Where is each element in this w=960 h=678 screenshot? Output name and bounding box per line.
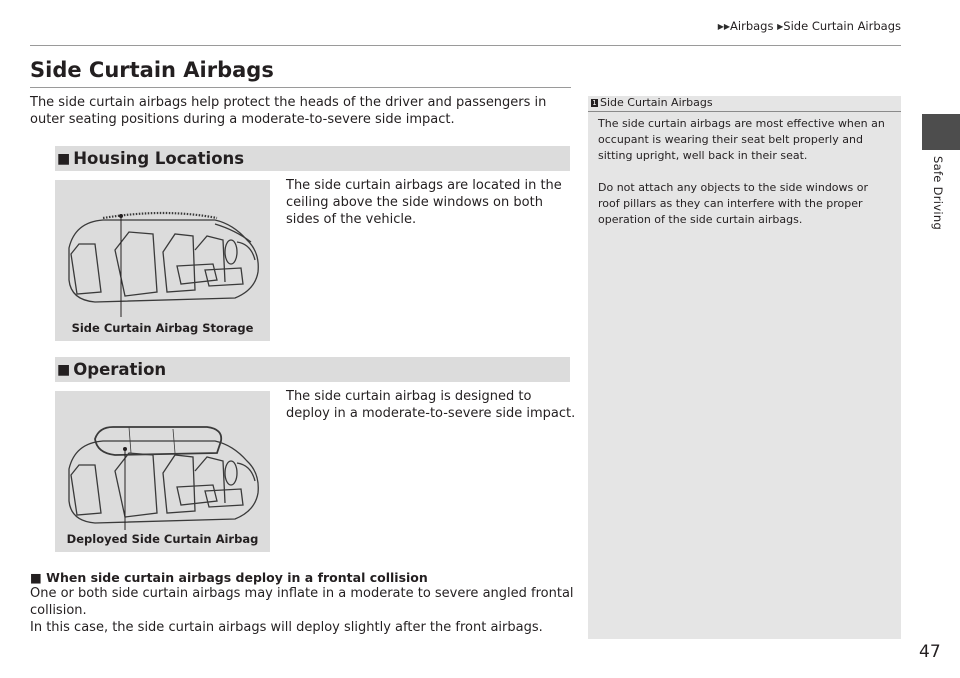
intro-paragraph: The side curtain airbags help protect the heads of the driver and passengers in outer seating positions during a moderate-to-severe side impact. — [30, 95, 547, 127]
deployed-airbag-illustration — [55, 391, 270, 552]
section-heading-operation-label: Operation — [73, 360, 167, 379]
side-note-panel — [588, 96, 901, 639]
square-bullet-icon: ■ — [57, 151, 71, 167]
frontal-subheading — [30, 570, 428, 585]
section-heading-housing — [55, 146, 570, 171]
chapter-tab — [922, 114, 960, 150]
frontal-paragraph-1: One or both side curtain airbags may inflate in a moderate to severe angled frontal collision. — [30, 586, 574, 618]
double-arrow-icon: ▶▶ — [717, 22, 731, 31]
operation-description: The side curtain airbag is designed to deploy in a moderate-to-severe side impact. — [286, 389, 576, 421]
chapter-label: Safe Driving — [931, 156, 945, 231]
note-divider — [588, 111, 901, 112]
section-heading-housing-label: Housing Locations — [73, 149, 245, 168]
vehicle-interior-illustration — [55, 180, 270, 341]
breadcrumb — [718, 19, 901, 33]
title-divider — [30, 87, 571, 88]
square-bullet-icon: ■ — [30, 570, 42, 585]
header-divider — [30, 45, 901, 46]
frontal-paragraph-2: In this case, the side curtain airbags will deploy slightly after the front airbags. — [30, 620, 543, 635]
page-title: Side Curtain Airbags — [30, 58, 274, 82]
page-number: 47 — [919, 642, 941, 662]
arrow-icon: ▶ — [777, 22, 784, 31]
note-heading-label: Side Curtain Airbags — [600, 96, 713, 109]
square-bullet-icon: ■ — [57, 362, 71, 378]
note-heading — [591, 96, 713, 109]
housing-description: The side curtain airbags are located in the ceiling above the side windows on both sides of the vehicle. — [286, 178, 562, 227]
housing-figure — [55, 180, 270, 341]
breadcrumb-item-airbags[interactable]: Airbags — [730, 19, 774, 33]
breadcrumb-item-side-curtain[interactable]: Side Curtain Airbags — [783, 19, 901, 33]
frontal-subheading-label: When side curtain airbags deploy in a frontal collision — [46, 570, 428, 585]
note-paragraph-2: Do not attach any objects to the side windows or roof pillars as they can interfere with the proper operation of the side curtain airbags. — [598, 181, 869, 226]
section-heading-operation — [55, 357, 570, 382]
note-paragraph-1: The side curtain airbags are most effective when an occupant is wearing their seat belt properly and sitting upright, well back in their seat. — [598, 117, 885, 162]
operation-figure-caption: Deployed Side Curtain Airbag — [66, 532, 259, 546]
housing-figure-caption: Side Curtain Airbag Storage — [71, 321, 254, 335]
note-badge-icon: 1 — [592, 99, 597, 107]
operation-figure — [55, 391, 270, 552]
